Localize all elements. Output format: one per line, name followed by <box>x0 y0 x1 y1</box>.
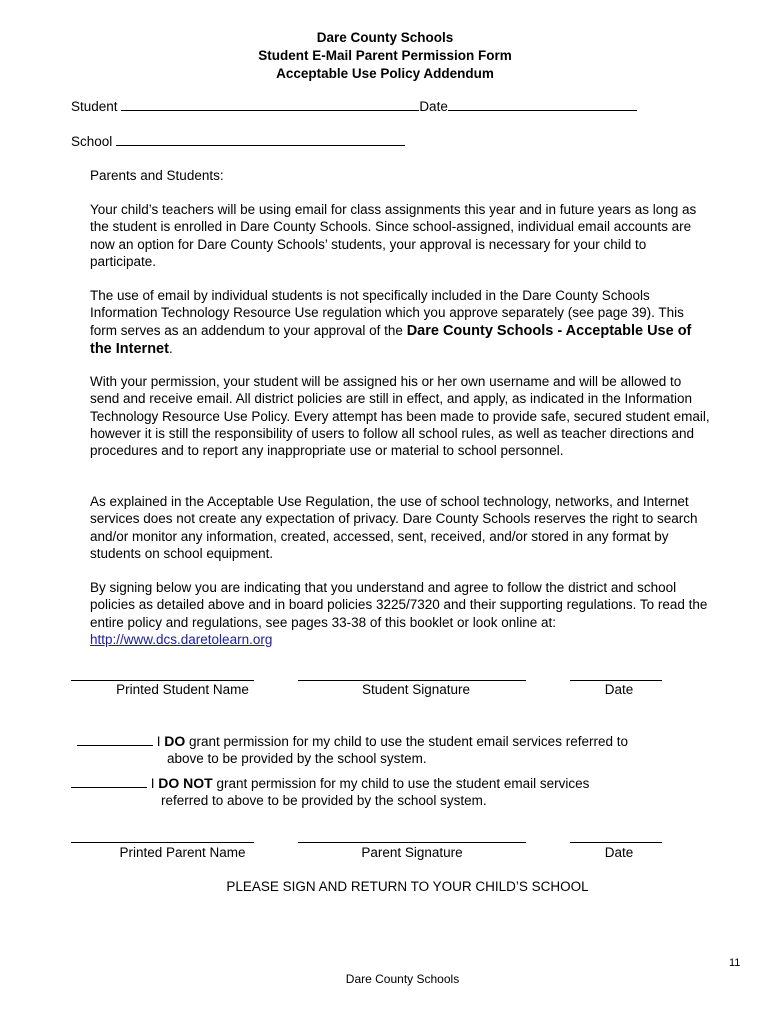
deny-permission-option <box>71 775 589 810</box>
grant-permission-option <box>77 733 628 768</box>
agreement-text: By signing below you are indicating that you understand and agree to follow the district and school policies as detailed above and in board policies 3225/7320 and their supporting regulations. To read the entire policy and regulations, see pages 33-38 of this booklet or look online at: <box>90 580 708 630</box>
addendum-text: The use of email by individual students is not specifically included in the Dare County Schools Information Technology Resource Use regulation which you approve separately (see page 39). This form serves as an addendum to your approval of the <box>90 288 684 338</box>
form-name: Student E-Mail Parent Permission Form <box>258 48 512 63</box>
paragraph-privacy: As explained in the Acceptable Use Regulation, the use of school technology, networks, and Internet services does not create any expectation of privacy. Dare County Schools reserves the right to search and/or monitor any information, created, accessed, sent, received, and/or stored in any format by students on school equipment. <box>90 494 698 561</box>
paragraph-permission: With your permission, your student will be assigned his or her own username and will be allowed to send and receive email. All district policies are still in effect, and apply, as indicated in the Information Technology Resource Use Policy. Every attempt has been made to provide safe, secured student email, however it is still the responsibility of users to follow all school rules, as well as teacher directions and procedures and to report any inappropriate use or material to school personnel. <box>90 374 710 459</box>
return-instruction: PLEASE SIGN AND RETURN TO YOUR CHILD’S SCHOOL <box>226 879 589 894</box>
page-number: 11 <box>729 957 741 969</box>
student-signature-label: Student Signature <box>361 682 471 697</box>
paragraph-addendum <box>90 287 710 358</box>
student-date-signature-line[interactable] <box>570 680 662 681</box>
parent-signature-line[interactable] <box>298 842 526 843</box>
student-signature-line[interactable] <box>298 680 526 681</box>
deny-permission-blank[interactable] <box>71 775 147 788</box>
school-row <box>71 133 405 150</box>
greeting: Parents and Students: <box>90 168 224 183</box>
student-label: Student <box>71 99 118 114</box>
district-title: Dare County Schools <box>316 30 454 45</box>
student-date-row <box>71 98 637 115</box>
deny-text-cont: referred to above to be provided by the school system. <box>161 793 487 809</box>
form-title <box>0 29 770 83</box>
school-label: School <box>71 134 113 149</box>
printed-parent-name-label: Printed Parent Name <box>119 845 246 860</box>
grant-text: grant permission for my child to use the student email services referred to <box>185 734 628 749</box>
paragraph-agreement <box>90 579 710 648</box>
grant-text-cont: above to be provided by the school system. <box>167 751 427 767</box>
parent-signature-label: Parent Signature <box>361 845 463 860</box>
date-label: Date <box>419 99 448 114</box>
parent-date-label: Date <box>604 845 634 860</box>
parent-name-signature-line[interactable] <box>71 842 254 843</box>
deny-prefix: I <box>150 776 159 791</box>
student-name-signature-line[interactable] <box>71 680 254 681</box>
district-website-link[interactable]: http://www.dcs.daretolearn.org <box>90 631 273 647</box>
page-footer: Dare County Schools <box>345 972 460 986</box>
policy-name: Dare County Schools - Acceptable Use of the Internet <box>90 322 692 357</box>
grant-prefix: I <box>156 734 165 749</box>
paragraph-email-use: Your child’s teachers will be using email for class assignments this year and in future years as long as the student is enrolled in Dare County Schools. Since school-assigned, individual email accounts are now an option for Dare County Schools’ students, your approval is necessary for your child to participate. <box>90 202 697 269</box>
deny-text: grant permission for my child to use the student email services <box>212 776 590 791</box>
student-name-line[interactable] <box>121 98 419 111</box>
printed-student-name-label: Printed Student Name <box>116 682 249 697</box>
grant-permission-blank[interactable] <box>77 733 153 746</box>
grant-do: DO <box>164 733 186 749</box>
parent-date-signature-line[interactable] <box>570 842 662 843</box>
school-name-line[interactable] <box>116 133 405 146</box>
date-line[interactable] <box>448 98 637 111</box>
student-date-label: Date <box>604 682 634 697</box>
deny-do-not: DO NOT <box>158 775 213 791</box>
form-subtitle: Acceptable Use Policy Addendum <box>276 66 494 81</box>
addendum-end: . <box>168 340 173 356</box>
